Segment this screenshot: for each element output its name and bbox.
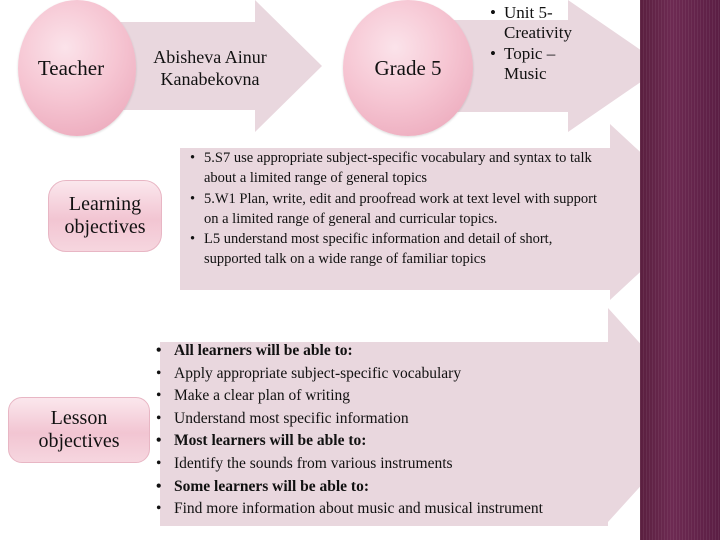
lesson-objectives-label: Lesson objectives <box>38 407 120 452</box>
lesson-objective-item: • Apply appropriate subject-specific vocabulary <box>152 363 612 386</box>
teacher-circle <box>18 0 136 136</box>
lesson-objective-item: • Understand most specific information <box>152 408 612 431</box>
learning-objectives-label-box <box>48 180 162 252</box>
unit-item: • Unit 5- Creativity <box>490 3 600 42</box>
lesson-objectives-label-box <box>8 397 150 463</box>
teacher-name: Abisheva Ainur Kanabekovna <box>153 47 267 89</box>
lesson-objective-item: • Some learners will be able to: <box>152 476 612 499</box>
lesson-objective-item: • Most learners will be able to: <box>152 430 612 453</box>
learning-objectives-list <box>190 148 610 270</box>
decorative-side-stripe <box>640 0 720 540</box>
lesson-objectives-list <box>152 340 612 521</box>
learning-objective-item: • 5.S7 use appropriate subject-specific vocabulary and syntax to talk about a limited range of general topics <box>190 148 610 189</box>
lesson-objective-item: • Find more information about music and musical instrument <box>152 498 612 521</box>
learning-objective-item: • L5 understand most specific information and detail of short, supported talk on a wide range of familiar topics <box>190 229 610 270</box>
lesson-objective-item: • All learners will be able to: <box>152 340 612 363</box>
learning-objectives-label: Learning objectives <box>64 193 146 238</box>
grade-circle <box>343 0 473 136</box>
lesson-objective-item: • Identify the sounds from various instruments <box>152 453 612 476</box>
grade-label: Grade 5 <box>374 55 442 80</box>
topic-item: • Topic – Music <box>490 44 600 83</box>
unit-topic-list <box>490 3 600 83</box>
lesson-objective-item: • Make a clear plan of writing <box>152 385 612 408</box>
learning-objective-item: • 5.W1 Plan, write, edit and proofread work at text level with support on a limited range of general and curricular topics. <box>190 189 610 230</box>
teacher-label: Teacher <box>37 55 105 80</box>
